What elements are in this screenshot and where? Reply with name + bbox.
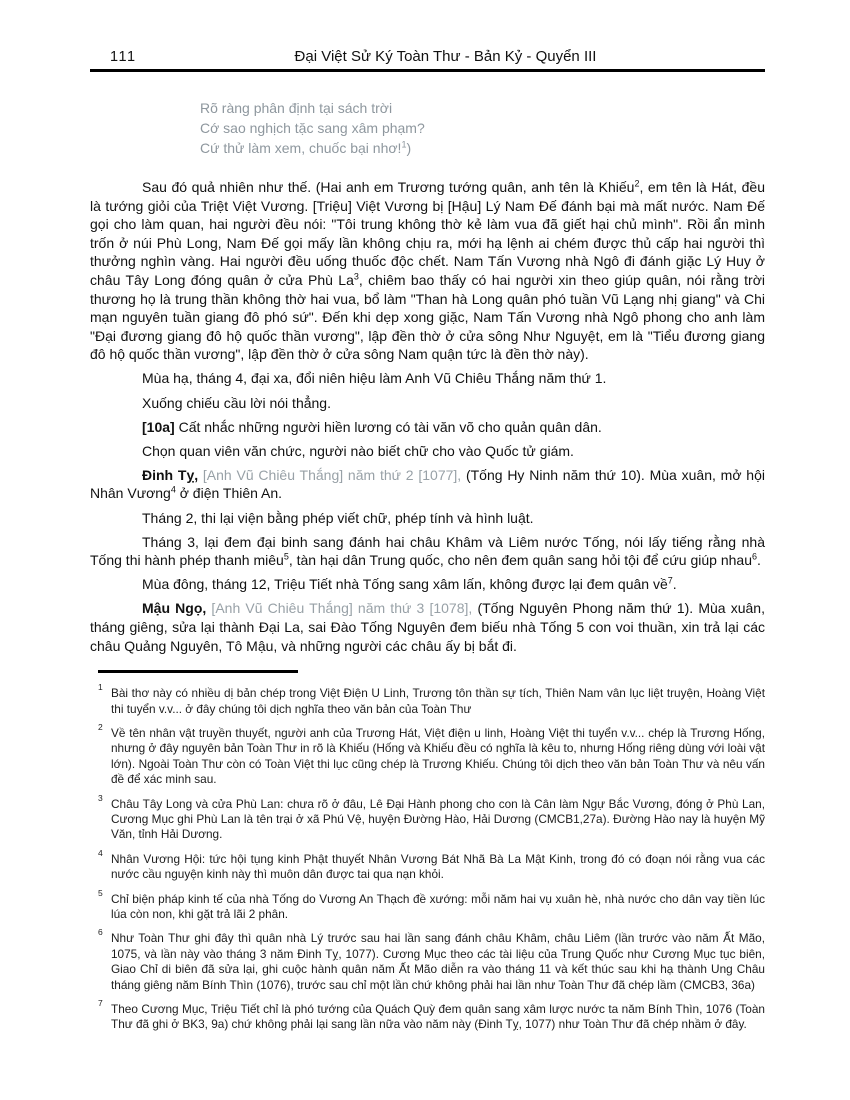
footnote: 2 Về tên nhân vật truyền thuyết, người anh của Trương Hát, Việt điện u linh, Hoàng Việt thi tuyển v.v... chép là Trương Hống, nhưng ở đây nguyên bản Toàn Thư in rõ là Khiếu (Hống và Khiếu đều có nghĩa là kêu to, nhưng Hống riêng dùng với loài vật lớn). Ngoài Toàn Thư còn có Toàn Việt thi lục cũng chép là Trương Khiếu. Chúng tôi dịch theo văn bản Toàn Thư và nêu vấn đề để xác minh sau. [98,721,765,787]
poem-line: Cứ thử làm xem, chuốc bại nhơ!$^1$) [200,139,412,156]
footnote-text: Như Toàn Thư ghi đây thì quân nhà Lý trước sau hai lần sang đánh châu Khâm, châu Liêm (lần trước vào năm Ất Mão, 1075, và lần này vào tháng 3 năm Đinh Tỵ, 1077). Cương Mục theo các tài liệu của Trung Quốc như Cương Mục tục biên, Giao Chỉ di biên đã sửa lại, ghi cuộc hành quân năm Ất Mão diễn ra vào tháng 11 và kết thúc sau khi hạ thành Ung Châu tháng giêng năm Bính Thìn (1076), trước sau chỉ một lần chứ không phải hai lần như Toàn Thư đã chép lầm (CMCB3, 36a) [111,931,765,992]
footnote-text: Theo Cương Mục, Triệu Tiết chỉ là phó tướng của Quách Quỳ đem quân sang xâm lược nước ta năm Bính Thìn, 1076 (Toàn Thư đã ghi ở BK3, 9a) chứ không phải lại sang lần nữa vào năm này (Đinh Tỵ, 1077) như Toàn Thư đã chép nhầm ở đây. [111,1002,765,1032]
footnote: 4 Nhân Vương Hội: tức hội tụng kinh Phật thuyết Nhân Vương Bát Nhã Bà La Mật Kinh, trong đó có đoạn nói rằng vua các nước cầu nguyện kinh này thì muôn dân được tai qua nạn khỏi. [98,847,765,882]
poem-line: Cớ sao nghịch tặc sang xâm phạm? [200,120,425,136]
footnote-text: Về tên nhân vật truyền thuyết, người anh của Trương Hát, Việt điện u linh, Hoàng Việt thi tuyển v.v... chép là Trương Hống, nhưng ở đây nguyên bản Toàn Thư in rõ là Khiếu (Hống và Khiếu đều có nghĩa là kêu to, nhưng Hống riêng dùng với loài vật lớn). Ngoài Toàn Thư còn có Toàn Việt thi lục cũng chép là Trương Khiếu. Chúng tôi dịch theo văn bản Toàn Thư và nêu vấn đề để xác minh sau. [111,725,765,787]
paragraph: Mùa hạ, tháng 4, đại xa, đổi niên hiệu làm Anh Vũ Chiêu Thắng năm thứ 1. [142,370,607,387]
paragraph: [10a] Cất nhắc những người hiền lương có tài văn võ cho quản quân dân. [142,418,602,435]
footnote: 6 Như Toàn Thư ghi đây thì quân nhà Lý trước sau hai lần sang đánh châu Khâm, châu Liêm (lần trước vào năm Ất Mão, 1075, và lần này vào tháng 3 năm Đinh Tỵ, 1077). Cương Mục theo các tài liệu của Trung Quốc như Cương Mục tục biên, Giao Chỉ di biên đã sửa lại, ghi cuộc hành quân năm Ất Mão diễn ra vào tháng 11 và kết thúc sau khi hạ thành Ung Châu tháng giêng năm Bính Thìn (1076), trước sau chỉ một lần chứ không phải hai lần như Toàn Thư đã chép lầm (CMCB3, 36a) [98,927,765,992]
footnote-text: Nhân Vương Hội: tức hội tụng kinh Phật thuyết Nhân Vương Bát Nhã Bà La Mật Kinh, trong đó có đoạn nói rằng vua các nước cầu nguyện kinh này thì muôn dân được tai qua nạn khỏi. [111,851,765,882]
footnote-text: Bài thơ này có nhiều dị bản chép trong Việt Điện U Linh, Trương tôn thần sự tích, Thiên Nam vân lục liệt truyện, Hoàng Việt thi tuyển v.v... ở đây chúng tôi dịch nghĩa theo văn bản của Toàn Thư [111,686,765,716]
footnote-text: Châu Tây Long và cửa Phù Lan: chưa rõ ở đâu, Lê Đại Hành phong cho con là Cân làm Ngự Bắc Vương, đóng ở Phù Lan, Cương Mục ghi Phù Lan là tên trại ở xã Phú Vệ, huyện Đường Hào, Hải Dương (CMCB1,27a). Đường Hào nay là huyện Mỹ Văn, tỉnh Hải Dương. [111,796,765,842]
paragraph: Xuống chiếu cầu lời nói thẳng. [142,394,331,411]
paragraph: Đinh Tỵ, [Anh Vũ Chiêu Thắng] năm thứ 2 [1077], (Tống Hy Ninh năm thứ 10). Mùa xuân, mở hội Nhân Vương$^4$ ở điện Thiên An. [90,466,765,502]
paragraph: Sau đó quả nhiên như thế. (Hai anh em Trương tướng quân, anh tên là Khiếu$^2$, em tên là Hát, đều là tướng giỏi của Triệt Việt Vương. [Triệu] Việt Vương bị [Hậu] Lý Nam Đế đánh bại mà mất nước. Nam Đế gọi cho làm quan, hai người đều nói: "Tôi trung không thờ kẻ làm vua đã giết hại chủ mình". Rồi ẩn mình trốn ở núi Phù Long, Nam Đế gọi mấy lần không chịu ra, mới hạ lệnh ai chém được thủ cấp hai người thì thưởng nghìn vàng. Hai người đều uống thuốc độc chết. Nam Tấn Vương nhà Ngô đi đánh giặc Lý Huy ở châu Tây Long đóng quân ở cửa Phù La$^3$, chiêm bao thấy có hai người xin theo giúp quân, nói rằng trời thương họ là trung thần không thờ hai vua, bổ làm "Than hà Long quân phó tuần Vũ Lạng nhị giang" và Chi mạn nguyên tuần giang đô phó sứ". Đến khi dẹp xong giặc, Nam Tấn Vương nhà Ngô phong cho anh làm "Đại đương giang đô hộ quốc thần vương", lập đền thờ ở cửa sông Như Nguyệt, em là "Tiểu đương giang đô hộ quốc thần vương", lập đền thờ ở cửa sông Nam quận tức là đền thờ này). [90,178,765,363]
paragraph: Mậu Ngọ, [Anh Vũ Chiêu Thắng] năm thứ 3 [1078], (Tống Nguyên Phong năm thứ 1). Mùa xuân, tháng giêng, sửa lại thành Đại La, sai Đào Tống Nguyên đem biếu nhà Tống 5 con voi thuần, xin trả lại các châu Quảng Nguyên, Tô Mậu, và những người các châu ấy bị bắt đi. [90,600,765,654]
paragraph: Tháng 2, thi lại viện bằng phép viết chữ, phép tính và hình luật. [142,509,534,526]
footnote-separator [98,670,298,673]
paragraph: Mùa đông, tháng 12, Triệu Tiết nhà Tống sang xâm lấn, không được lại đem quân về$^7$. [142,575,677,593]
poem-line: Rõ ràng phân định tại sách trời [200,100,393,116]
page-number: 111 [110,49,137,65]
footnote: 5 Chỉ biện pháp kinh tế của nhà Tống do Vương An Thạch đề xướng: mỗi năm hai vụ xuân hè, nhà nước cho dân vay tiền lúc lúa còn non, khi gặt trả lãi 2 phân. [98,887,765,922]
body-text [90,178,765,655]
paragraph: Tháng 3, lại đem đại binh sang đánh hai châu Khâm và Liêm nước Tống, nói lấy tiếng rằng nhà Tống thi hành phép thanh miêu$^5$, tàn hại dân Trung quốc, cho nên đem quân sang hỏi tội để cứu giúp nhau$^6$. [90,533,765,569]
document-title: Đại Việt Sử Ký Toàn Thư - Bản Kỷ - Quyển III [294,48,597,65]
footnote: 7 Theo Cương Mục, Triệu Tiết chỉ là phó tướng của Quách Quỳ đem quân sang xâm lược nước ta năm Bính Thìn, 1076 (Toàn Thư đã ghi ở BK3, 9a) chứ không phải lại sang lần nữa vào năm này (Đinh Tỵ, 1077) như Toàn Thư đã chép nhầm ở đây. [98,998,765,1032]
page-header [90,46,765,65]
footnote: 1 Bài thơ này có nhiều dị bản chép trong Việt Điện U Linh, Trương tôn thần sự tích, Thiên Nam vân lục liệt truyện, Hoàng Việt thi tuyển v.v... ở đây chúng tôi dịch nghĩa theo văn bản của Toàn Thư [98,682,765,716]
footnote-text: Chỉ biện pháp kinh tế của nhà Tống do Vương An Thạch đề xướng: mỗi năm hai vụ xuân hè, nhà nước cho dân vay tiền lúc lúa còn non, khi gặt trả lãi 2 phân. [111,891,765,922]
paragraph: Chọn quan viên văn chức, người nào biết chữ cho vào Quốc tử giám. [142,442,574,459]
footnotes-section [90,682,765,1033]
footnote: 3 Châu Tây Long và cửa Phù Lan: chưa rõ ở đâu, Lê Đại Hành phong cho con là Cân làm Ngự Bắc Vương, đóng ở Phù Lan, Cương Mục ghi Phù Lan là tên trại ở xã Phú Vệ, huyện Đường Hào, Hải Dương (CMCB1,27a). Đường Hào nay là huyện Mỹ Văn, tỉnh Hải Dương. [98,792,765,842]
header-rule [90,69,765,72]
poem-block [200,98,765,158]
